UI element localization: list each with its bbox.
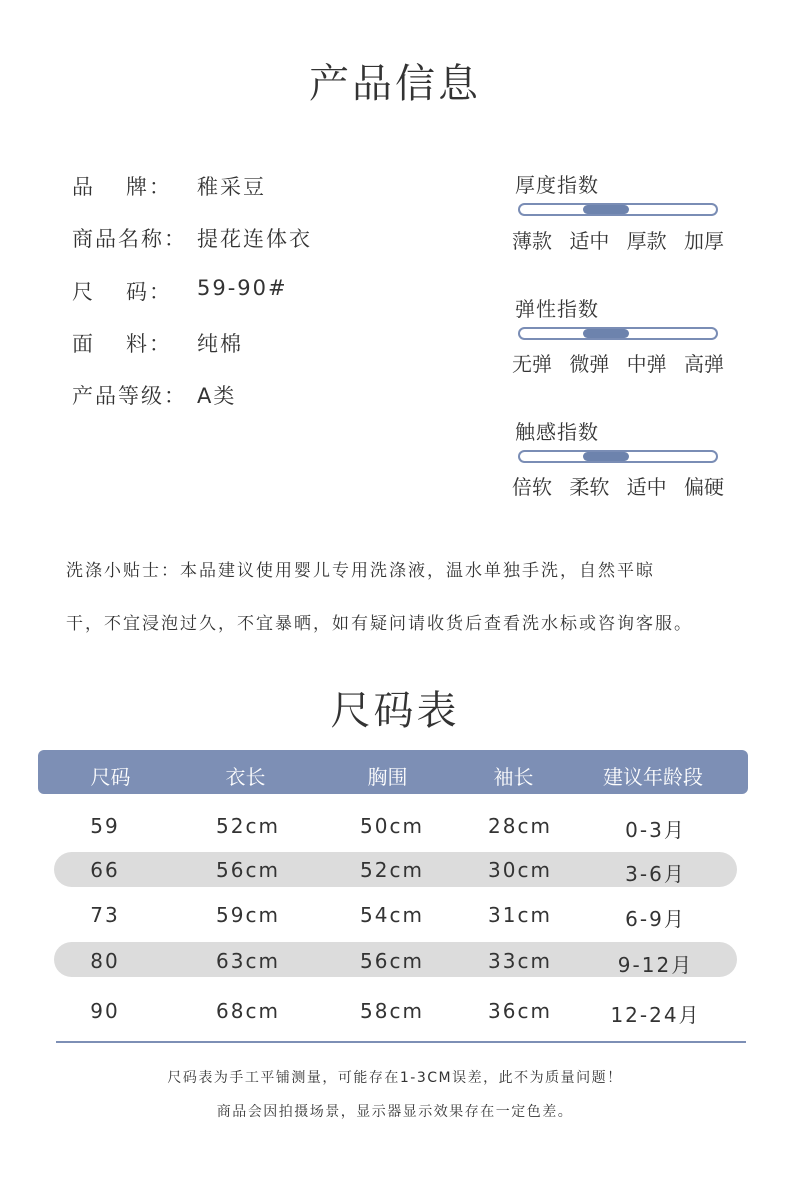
elasticity-index-bar [518,327,718,340]
cell-chest: 50cm [360,814,424,838]
size-table-header [38,750,748,794]
cell-length: 56cm [216,858,280,882]
table-row [0,814,790,840]
table-row [0,858,790,884]
elasticity-index-options [512,348,724,377]
product-name-value: 提花连体衣 [197,227,312,251]
elasticity-index-fill [583,329,629,338]
brand-label [72,171,172,201]
info-row-grade [72,380,236,410]
header-size: 尺码 [90,765,131,789]
cell-chest: 52cm [360,858,424,882]
fabric-label-a: 面 [72,332,95,356]
info-row-fabric [72,328,243,358]
table-row [0,999,790,1025]
cell-length: 68cm [216,999,280,1023]
elasticity-option: 中弹 [626,352,667,376]
size-chart-title: 尺码表 [330,688,460,734]
cell-sleeve: 31cm [488,903,552,927]
cell-age: 0-3月 [625,818,686,842]
touch-index-options [512,471,724,500]
grade-value: A类 [197,384,237,408]
touch-option: 偏硬 [683,475,724,499]
touch-index-fill [583,452,629,461]
elasticity-option: 微弹 [569,352,610,376]
cell-size: 90 [90,999,120,1023]
elasticity-index-title: 弹性指数 [515,297,599,321]
header-sleeve: 袖长 [493,765,534,789]
header-length: 衣长 [225,765,266,789]
thickness-index-fill [583,205,629,214]
fabric-label [72,328,172,358]
cell-age: 12-24月 [610,1003,701,1027]
cell-length: 59cm [216,903,280,927]
table-bottom-divider [56,1041,746,1043]
elasticity-option: 无弹 [512,352,552,376]
thickness-index-options [512,225,724,254]
header-age: 建议年龄段 [603,765,703,789]
cell-sleeve: 30cm [488,858,552,882]
info-row-size [72,276,288,306]
cell-sleeve: 36cm [488,999,552,1023]
size-value: 59-90# [197,276,288,300]
size-label-a: 尺 [72,280,95,304]
cell-chest: 54cm [360,903,424,927]
thickness-option: 厚款 [626,229,667,253]
info-row-product-name [72,223,312,253]
touch-index-bar [518,450,718,463]
color-note: 商品会因拍摄场景，显示器显示效果存在一定色差。 [216,1104,574,1120]
cell-size: 66 [90,858,120,882]
cell-sleeve: 28cm [488,814,552,838]
touch-option: 柔软 [569,475,610,499]
product-name-label: 商品名称： [72,227,187,251]
touch-option: 倍软 [512,475,552,499]
touch-index-title: 触感指数 [515,420,599,444]
cell-age: 3-6月 [625,862,686,886]
touch-option: 适中 [626,475,667,499]
brand-label-a: 品 [72,175,95,199]
cell-size: 80 [90,949,120,973]
thickness-index-bar [518,203,718,216]
table-row [0,949,790,975]
cell-age: 6-9月 [625,907,686,931]
cell-size: 73 [90,903,120,927]
cell-sleeve: 33cm [488,949,552,973]
header-chest: 胸围 [367,765,408,789]
product-info-title: 产品信息 [309,61,481,107]
washing-tip-line2: 干，不宜浸泡过久，不宜暴晒，如有疑问请收货后查看洗水标或咨询客服。 [66,614,693,634]
cell-length: 63cm [216,949,280,973]
size-label [72,276,172,306]
info-row-brand [72,171,266,201]
fabric-value: 纯棉 [197,332,243,356]
brand-value: 稚采豆 [197,175,266,199]
cell-age: 9-12月 [617,953,694,977]
cell-chest: 56cm [360,949,424,973]
cell-size: 59 [90,814,120,838]
measurement-note: 尺码表为手工平铺测量，可能存在1-3CM误差，此不为质量问题！ [167,1070,623,1086]
elasticity-option: 高弹 [683,352,724,376]
washing-tip-line1: 洗涤小贴士：本品建议使用婴儿专用洗涤液，温水单独手洗，自然平晾 [66,561,655,581]
cell-length: 52cm [216,814,280,838]
brand-label-b: 牌： [126,175,172,199]
cell-chest: 58cm [360,999,424,1023]
grade-label: 产品等级： [72,384,187,408]
thickness-option: 薄款 [512,229,552,253]
fabric-label-b: 料： [126,332,172,356]
thickness-option: 加厚 [683,229,724,253]
thickness-option: 适中 [569,229,610,253]
table-row [0,903,790,929]
size-label-b: 码： [126,280,172,304]
thickness-index-title: 厚度指数 [515,173,599,197]
